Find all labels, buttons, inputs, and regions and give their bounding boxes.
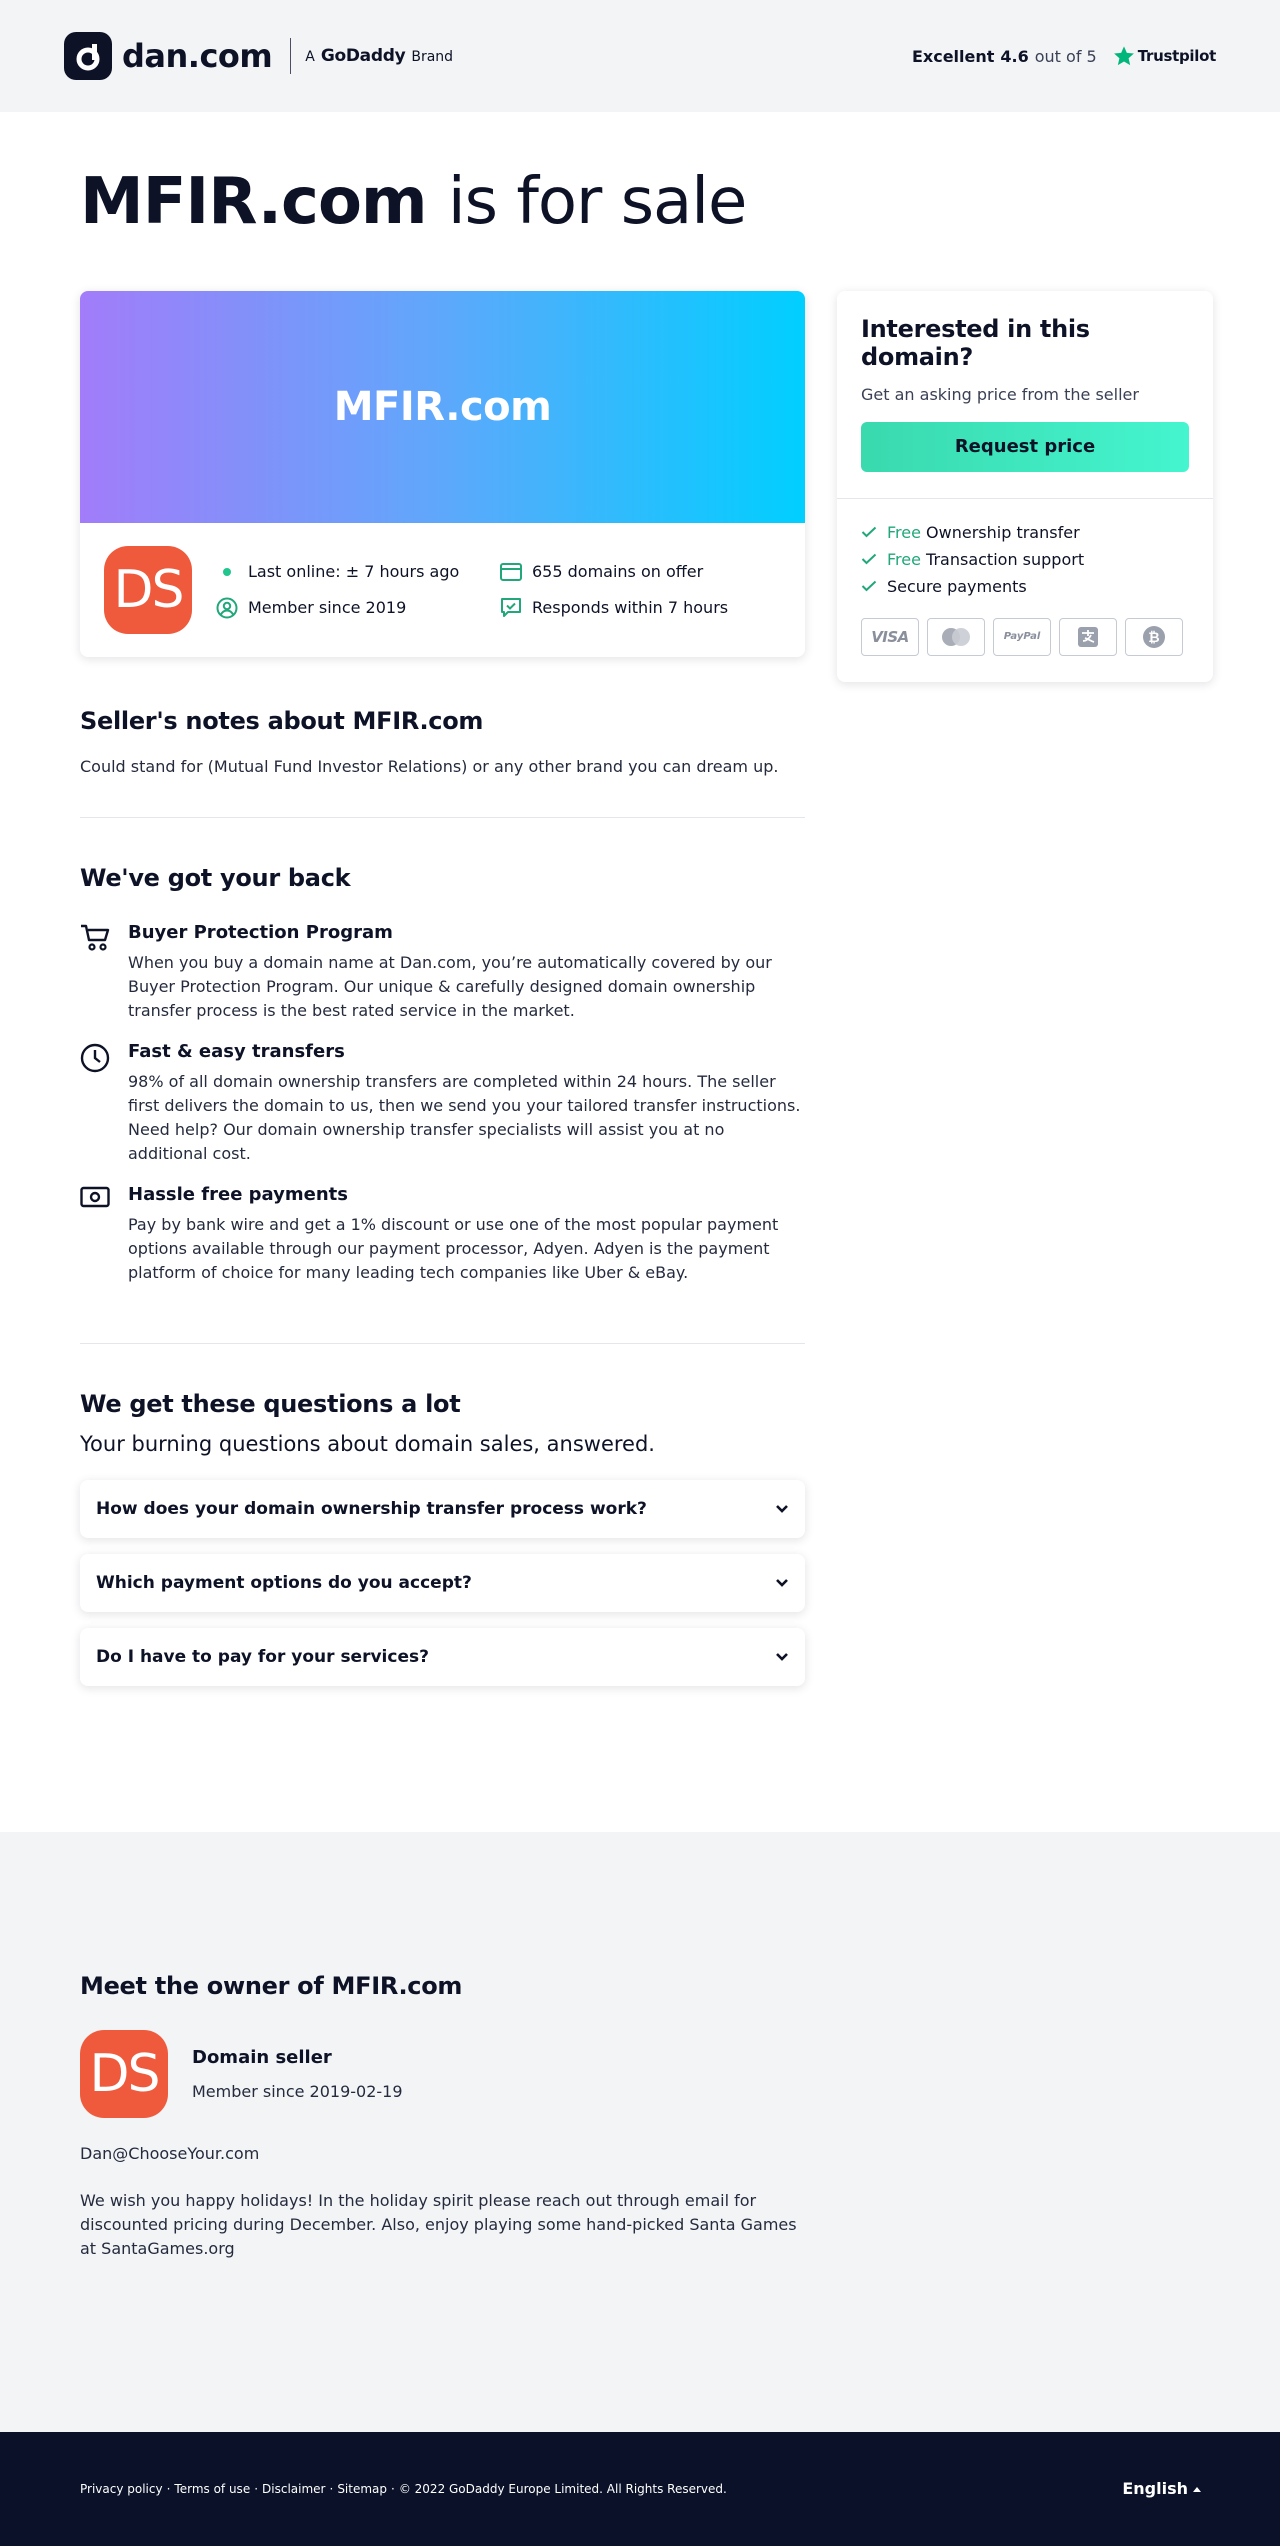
chevron-down-icon — [775, 1578, 789, 1588]
online-dot-icon — [216, 561, 238, 583]
feature-text: When you buy a domain name at Dan.com, you’re automatically covered by our Buyer Protection Program. Our unique & carefully designed domain ownership transfer process is the best rated service in the market. — [128, 952, 772, 1020]
brand-suffix: Brand — [411, 49, 454, 65]
price-card-title: Interested in this domain? — [861, 314, 1090, 371]
faq-item[interactable] — [80, 1628, 805, 1686]
svg-text:₿: ₿ — [1148, 629, 1160, 646]
stat-member-since-text: Member since 2019 — [248, 598, 407, 618]
title-rest: is for sale — [447, 165, 747, 239]
cart-icon — [80, 922, 112, 1023]
footer-links — [80, 2482, 727, 2496]
trustpilot-text: Trustpilot — [1137, 47, 1216, 65]
title-domain: MFIR.com — [80, 165, 427, 239]
title-section — [64, 112, 1216, 291]
owner-since: Member since 2019-02-19 — [192, 2081, 403, 2101]
check-icon — [861, 553, 877, 565]
check-icon — [861, 580, 877, 592]
faq-list — [80, 1480, 805, 1686]
godaddy-brand — [305, 46, 453, 66]
stat-last-online-text: Last online: ± 7 hours ago — [248, 562, 460, 582]
bitcoin-icon — [1125, 618, 1183, 656]
owner-email: Dan@ChooseYour.com — [80, 2143, 260, 2163]
stat-domains-text: 655 domains on offer — [532, 562, 704, 582]
benefit-text: Secure payments — [887, 576, 1027, 596]
benefit-text: Ownership transfer — [926, 522, 1080, 542]
domain-card — [80, 291, 805, 657]
feature-title: Hassle free payments — [128, 1183, 348, 1205]
separator: · — [329, 2481, 334, 2496]
left-column — [80, 291, 805, 1702]
logo-text: dan.com — [122, 37, 273, 75]
seller-stats — [216, 561, 750, 619]
brand[interactable] — [64, 32, 453, 80]
language-selector[interactable] — [1122, 2479, 1202, 2498]
benefit-free: Free — [887, 549, 921, 569]
spacer — [80, 1303, 805, 1343]
site-header — [0, 0, 1280, 112]
separator: · — [166, 2481, 171, 2496]
separator: · — [391, 2481, 395, 2496]
star-icon — [1113, 45, 1135, 67]
benefit-list — [861, 523, 1189, 596]
faq-section — [80, 1344, 805, 1686]
copyright: © 2022 GoDaddy Europe Limited. All Rights Reserved. — [398, 2481, 727, 2496]
owner-meta — [192, 2047, 403, 2101]
brand-separator — [290, 38, 291, 74]
seller-row — [80, 523, 805, 657]
site-footer — [0, 2432, 1280, 2546]
trust-excellent: Excellent — [911, 46, 995, 66]
brand-name: GoDaddy — [320, 46, 406, 66]
banner-domain-text: MFIR.com — [333, 383, 552, 430]
benefit-item — [861, 523, 1189, 542]
feature-title: Buyer Protection Program — [128, 921, 393, 943]
price-card-bottom — [837, 499, 1213, 682]
chevron-down-icon — [775, 1504, 789, 1514]
notes-title: Seller's notes about MFIR.com — [80, 706, 484, 735]
paypal-text: PayPal — [1003, 631, 1041, 643]
paypal-icon — [993, 618, 1051, 656]
owner-message: We wish you happy holidays! In the holiday spirit please reach out through email for discounted pricing during December. Also, enjoy playing some hand-picked Santa Games at SantaGames.org — [80, 2190, 797, 2258]
visa-icon — [861, 618, 919, 656]
price-card-top — [837, 291, 1213, 499]
check-icon — [861, 526, 877, 538]
owner-title: Meet the owner of MFIR.com — [80, 1971, 463, 2000]
seller-avatar: DS — [104, 546, 192, 634]
feature-text: Pay by bank wire and get a 1% discount or use one of the most popular payment options available through our payment processor, Adyen. Adyen is the payment platform of choice for many leading tech companies like Uber & eBay. — [128, 1214, 779, 1282]
stat-last-online — [216, 561, 500, 583]
user-circle-icon — [216, 597, 238, 619]
page-title — [80, 164, 1216, 241]
alipay-icon — [1059, 618, 1117, 656]
seller-notes — [80, 657, 805, 818]
brand-prefix: A — [305, 49, 315, 65]
faq-item[interactable] — [80, 1554, 805, 1612]
protection-title: We've got your back — [80, 863, 351, 892]
feature-title: Fast & easy transfers — [128, 1040, 345, 1062]
owner-section — [0, 1832, 1280, 2432]
faq-item[interactable] — [80, 1480, 805, 1538]
dan-logo-icon — [64, 32, 112, 80]
stat-responds — [500, 597, 750, 619]
chevron-down-icon — [775, 1652, 789, 1662]
protection-section — [80, 818, 805, 1344]
request-price-button[interactable]: Request price — [861, 422, 1189, 472]
owner-row — [80, 2030, 1216, 2118]
sitemap-link[interactable]: Sitemap — [337, 2481, 388, 2496]
stat-member-since — [216, 597, 500, 619]
payment-methods — [861, 618, 1189, 656]
feature-buyer-protection — [80, 922, 805, 1023]
privacy-link[interactable]: Privacy policy — [80, 2481, 163, 2496]
domain-banner — [80, 291, 805, 523]
price-card-subtitle: Get an asking price from the seller — [861, 384, 1139, 404]
owner-name: Domain seller — [192, 2046, 332, 2068]
benefit-item — [861, 550, 1189, 569]
terms-link[interactable]: Terms of use — [174, 2481, 251, 2496]
feature-text: 98% of all domain ownership transfers are completed within 24 hours. The seller first delivers the domain to us, then we send you your tailored transfer instructions. Need help? Our domain ownership transfer specialists will assist you at no additional cost. — [128, 1071, 801, 1163]
faq-question: Which payment options do you accept? — [96, 1572, 472, 1593]
stat-domains — [500, 561, 750, 583]
owner-avatar: DS — [80, 2030, 168, 2118]
faq-question: Do I have to pay for your services? — [96, 1646, 429, 1667]
feature-fast-transfers — [80, 1041, 805, 1166]
clock-icon — [80, 1041, 112, 1166]
trustpilot-logo — [1113, 45, 1216, 67]
faq-title: We get these questions a lot — [80, 1389, 461, 1418]
benefit-free: Free — [887, 522, 921, 542]
trust-rating: 4.6 — [1000, 46, 1029, 66]
money-icon — [80, 1184, 112, 1285]
visa-text: VISA — [871, 627, 909, 646]
feature-payments — [80, 1184, 805, 1285]
caret-up-icon — [1192, 2485, 1202, 2493]
right-column — [837, 291, 1213, 682]
separator: · — [254, 2481, 259, 2496]
language-label: English — [1122, 2479, 1188, 2499]
trust-outof: out of 5 — [1034, 46, 1097, 66]
stat-responds-text: Responds within 7 hours — [532, 598, 729, 618]
notes-text: Could stand for (Mutual Fund Investor Relations) or any other brand you can dream up. — [80, 756, 779, 776]
benefit-text: Transaction support — [926, 549, 1085, 569]
trustpilot-rating[interactable] — [912, 45, 1216, 67]
card-icon — [500, 561, 522, 583]
mastercard-icon — [927, 618, 985, 656]
main-content — [64, 291, 1216, 1702]
price-card — [837, 291, 1213, 682]
faq-question: How does your domain ownership transfer process work? — [96, 1498, 647, 1519]
disclaimer-link[interactable]: Disclaimer — [262, 2481, 326, 2496]
chat-check-icon — [500, 597, 522, 619]
faq-subtitle: Your burning questions about domain sales, answered. — [80, 1431, 655, 1456]
feature-list — [80, 922, 805, 1285]
benefit-item — [861, 577, 1189, 596]
